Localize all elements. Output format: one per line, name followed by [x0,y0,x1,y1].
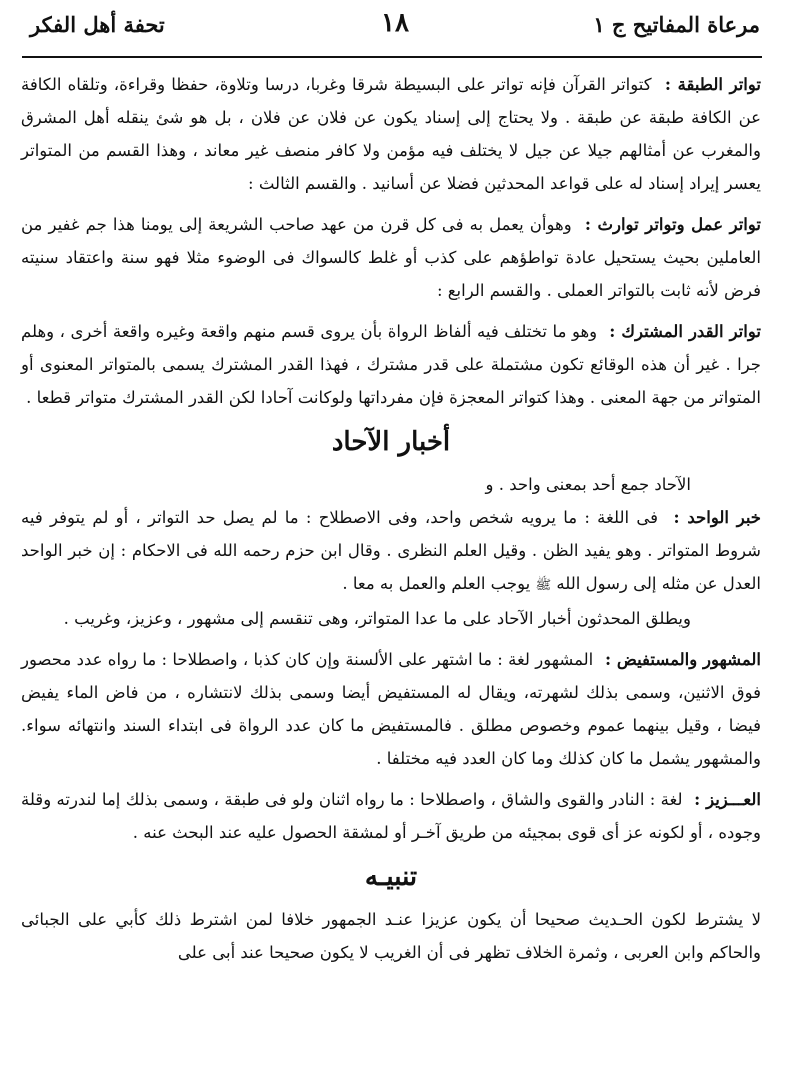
entry-text-after: يوجب العلم والعمل به معا . [342,574,531,593]
entry-text: المشهور لغة : ما اشتهر على الألسنة وإن كان كذبا ، واصطلاحا : ما رواه عدد محصور فوق الاثنين، وسمى بذلك لشهرته، ويقال له المستفيض أيضا وسمى بذلك لانتشاره ، من فاض الماء يفيض فيضا ، وقيل بينهما عموم وخصوص مطلق . فالمستفيض ما كان عدد الرواة فى ابتداء السند وانتهائه سواء. والمشهور يشمل ما كان كذلك وما كان العدد فيه مختلفا . [21,650,761,768]
header-rule [22,56,762,58]
entry-term: المشهور والمستفيض : [604,650,762,669]
page-number: ١٨ [381,8,409,38]
section-heading: أخبار الآحاد [331,427,451,457]
entry-khabar-wahid [21,501,761,602]
ahad-division: ويطلق المحدثون أخبار الآحاد على ما عدا المتواتر، وهى تنقسم إلى مشهور ، وعزيز، وغريب . [63,609,691,628]
entry-tawatur-tabaqa [21,68,761,200]
entry-text: وهو ما تختلف فيه ألفاظ الرواة بأن يروى قسم منهم واقعة وغيره واقعة أخرى ، وهلم جرا . غير أن هذه الوقائع تكون مشتملة على قدر مشترك ، فهذا القدر المشترك يسمى بالمتواتر المعنوى أو المتواتر من جهة المعنى . وهذا كتواتر المعجزة فإن مفرداتها ولوكانت آحادا لكن القدر المشترك متواتر قطعا . [21,322,761,407]
entry-text: وهوأن يعمل به فى كل قرن من عهد صاحب الشريعة إلى يومنا هذا جم غفير من العاملين بحيث يستحيل عادة تواطؤهم على كذب أو غلط كالسواك فى الوضوء مثلا فهو سنة واعتقاد سنيته فرض لأنه ثابت بالتواتر العملى . والقسم الرابع : [21,215,761,300]
notice-heading: تنبيـه [364,862,418,892]
work-title: تحفة أهل الفكر [30,12,165,37]
entry-aziz [21,783,761,849]
entry-tawatur-amal [21,208,761,307]
ahad-intro: الآحاد جمع أحد بمعنى واحد . و [485,475,691,494]
entry-text-before: فى اللغة : ما يرويه شخص واحد، وفى الاصطلاح : ما لم يصل حد التواتر ، أو لم يتوفر فيه شروط المتواتر . وهو يفيد الظن . وقيل العلم النظرى . وقال ابن حزم رحمه الله فى الاحكام : إن خبر الواحد العدل عن مثله إلى رسول الله [21,508,761,593]
notice-text: لا يشترط لكون الحـديث صحيحا أن يكون عزيزا عنـد الجمهور خلافا لمن اشترط ذلك كأبي على الجبائى والحاكم وابن العربى ، وثمرة الخلاف تظهر فى أن الغريب لا يكون صحيحا عند أبى على [21,910,761,962]
entry-text: كتواتر القرآن فإنه تواتر على البسيطة شرقا وغربا، درسا وتلاوة، حفظا وقراءة، وتلقاه الكافة عن الكافة طبقة عن طبقة . ولا يحتاج إلى إسناد يكون عن فلان عن فلان ، بل هو شئ ينقله أهل المشرق والمغرب عن أمثالهم جيلا عن جيل لا يختلف فيه مؤمن ولا كافر منصف غير معاند ، وهذا القسم من المتواتر يعسر إيراد إسناد له على قواعد المحدثين فضلا عن أسانيد . والقسم الثالث : [21,75,761,193]
entry-term: العـــزيز : [694,790,761,809]
entry-text: لغة : النادر والقوى والشاق ، واصطلاحا : ما رواه اثنان ولو فى طبقة ، وسمى بذلك إما لندرته وقلة وجوده ، أو لكونه عز أى قوى بمجيئه من طريق آخـر أو لمشقة الحصول عليه عند البحث عنه . [21,790,761,842]
entry-mashhur [21,643,761,775]
book-title: مرعاة المفاتيح ج ١ [593,12,760,37]
entry-term: تواتر عمل وتواتر توارث : [584,215,761,234]
page-body [21,68,761,969]
salla-ligature: ﷺ [535,578,552,593]
entry-term: خبر الواحد : [673,508,762,527]
entry-tawatur-qadr [21,315,761,414]
running-head [30,8,760,48]
entry-term: تواتر الطبقة : [664,75,761,94]
entry-term: تواتر القدر المشترك : [609,322,761,341]
